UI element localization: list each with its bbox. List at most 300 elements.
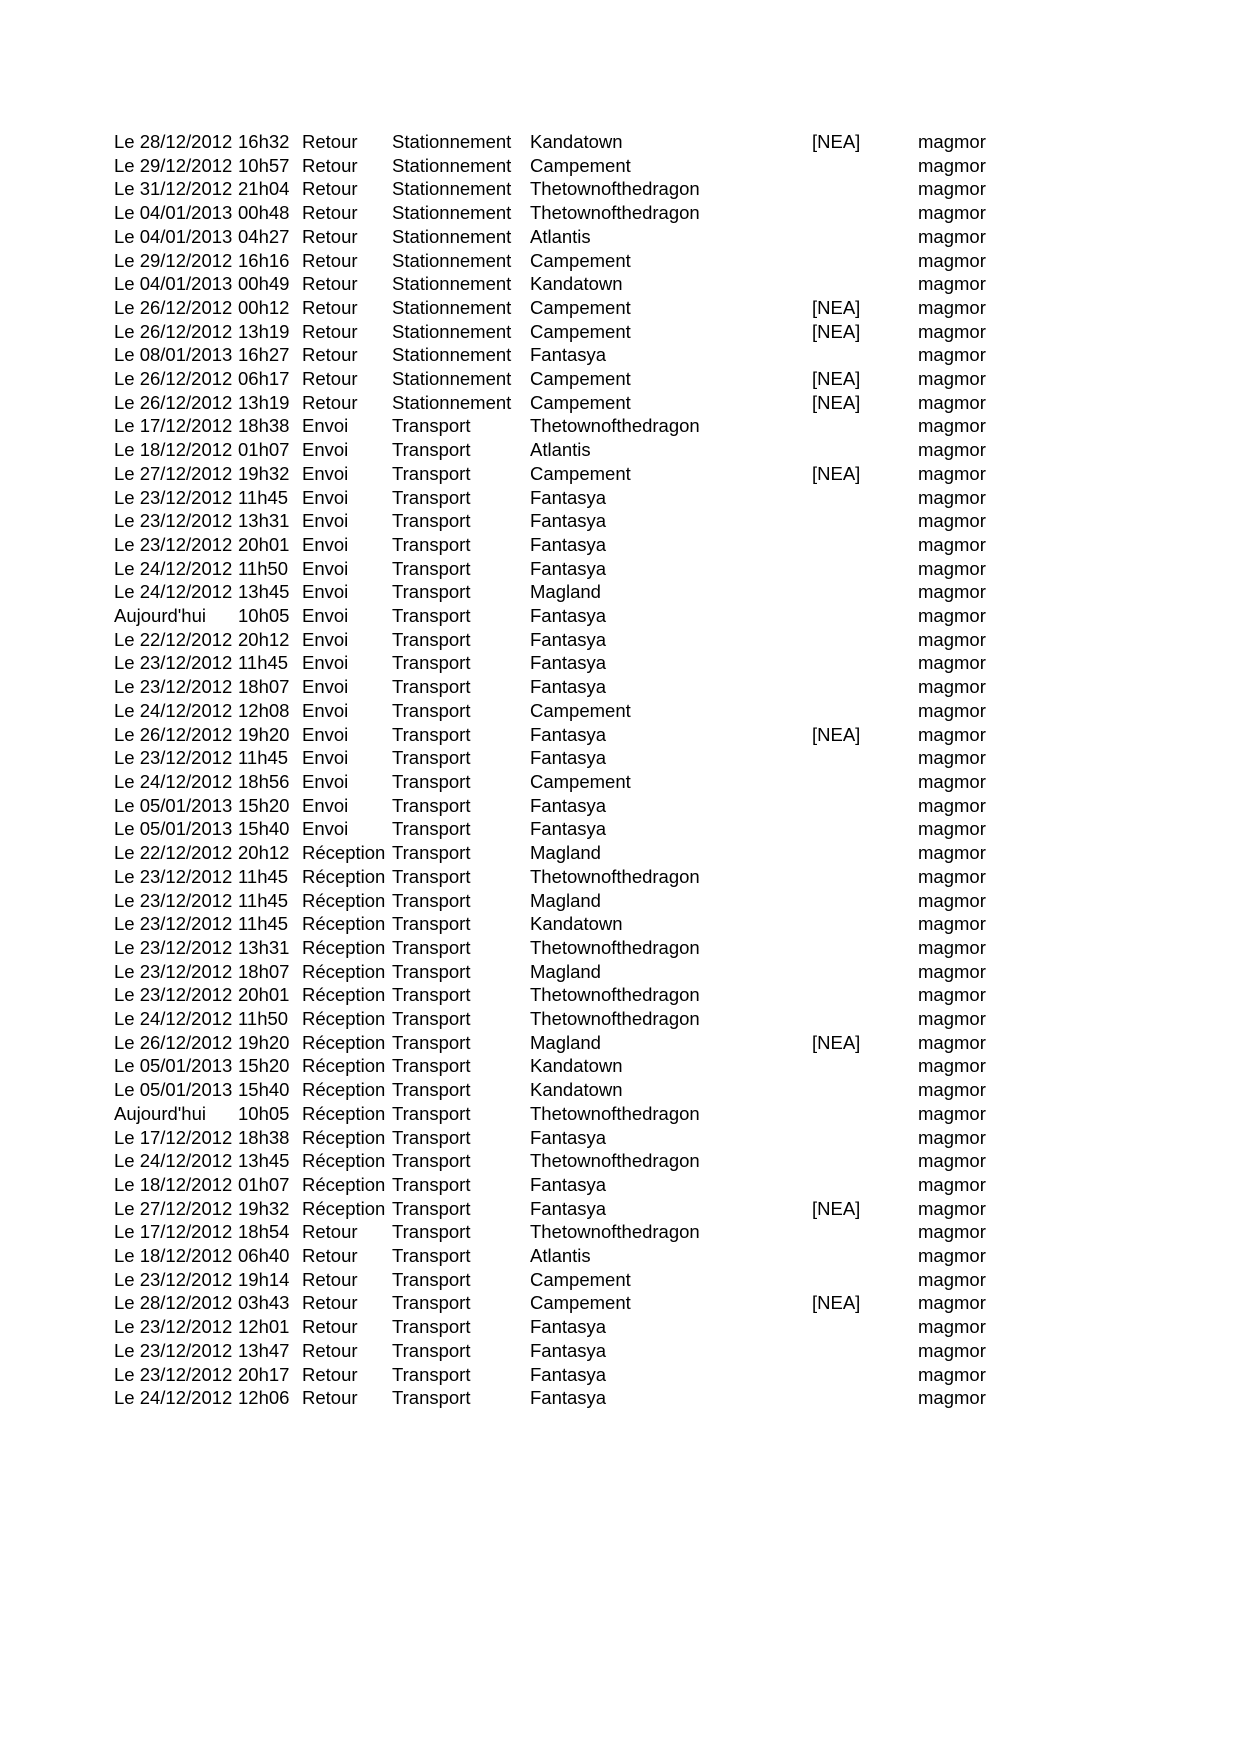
log-cell-action: Retour bbox=[302, 225, 358, 247]
log-cell-location: Kandatown bbox=[530, 1055, 623, 1077]
log-cell-location: Campement bbox=[530, 368, 631, 390]
log-cell-category: Transport bbox=[392, 699, 471, 721]
log-cell-flag bbox=[812, 533, 918, 557]
log-cell-date: Le 05/01/2013 bbox=[114, 1079, 233, 1101]
table-row bbox=[114, 320, 1018, 344]
log-cell-date: Le 23/12/2012 bbox=[114, 486, 233, 508]
log-cell-location: Magland bbox=[530, 960, 601, 982]
table-row bbox=[114, 272, 1018, 296]
log-cell-category: Transport bbox=[392, 557, 471, 579]
log-cell-time: 00h49 bbox=[238, 273, 290, 295]
log-cell-flag bbox=[812, 1102, 918, 1126]
log-cell-category: Transport bbox=[392, 1150, 471, 1172]
log-cell-date: Le 17/12/2012 bbox=[114, 1126, 233, 1148]
log-cell-category: Transport bbox=[392, 1363, 471, 1385]
log-cell-location: Magland bbox=[530, 889, 601, 911]
log-cell-time: 11h45 bbox=[238, 865, 289, 887]
log-cell-flag bbox=[812, 1339, 918, 1363]
log-cell-time: 10h05 bbox=[238, 605, 290, 627]
log-cell-category: Transport bbox=[392, 865, 471, 887]
log-cell-date: Le 23/12/2012 bbox=[114, 889, 233, 911]
log-cell-action: Réception bbox=[302, 1079, 386, 1101]
log-cell-action: Réception bbox=[302, 1102, 386, 1124]
log-cell-action: Retour bbox=[302, 1339, 358, 1361]
log-cell-flag bbox=[812, 1268, 918, 1292]
log-cell-category: Stationnement bbox=[392, 249, 512, 271]
table-row bbox=[114, 983, 1018, 1007]
log-cell-user: magmor bbox=[918, 368, 986, 390]
log-cell-location: Fantasya bbox=[530, 1339, 607, 1361]
log-cell-category: Transport bbox=[392, 533, 471, 555]
log-cell-category: Transport bbox=[392, 1292, 471, 1314]
log-cell-flag bbox=[812, 699, 918, 723]
log-cell-time: 11h45 bbox=[238, 652, 289, 674]
log-cell-category: Stationnement bbox=[392, 154, 512, 176]
table-row bbox=[114, 1054, 1018, 1078]
log-cell-action: Retour bbox=[302, 296, 358, 318]
log-cell-user: magmor bbox=[918, 1197, 986, 1219]
log-cell-category: Transport bbox=[392, 676, 471, 698]
log-cell-location: Campement bbox=[530, 296, 631, 318]
log-cell-action: Réception bbox=[302, 889, 386, 911]
log-cell-user: magmor bbox=[918, 794, 986, 816]
log-cell-location: Fantasya bbox=[530, 510, 607, 532]
table-row bbox=[114, 651, 1018, 675]
log-cell-flag bbox=[812, 1363, 918, 1387]
table-row bbox=[114, 865, 1018, 889]
log-cell-time: 18h38 bbox=[238, 415, 290, 437]
log-cell-location: Campement bbox=[530, 249, 631, 271]
table-row bbox=[114, 154, 1018, 178]
log-cell-user: magmor bbox=[918, 1339, 986, 1361]
log-cell-date: Le 24/12/2012 bbox=[114, 581, 233, 603]
table-row bbox=[114, 1291, 1018, 1315]
log-cell-flag bbox=[812, 912, 918, 936]
log-cell-time: 20h12 bbox=[238, 628, 290, 650]
log-cell-user: magmor bbox=[918, 605, 986, 627]
activity-log-table bbox=[114, 130, 1018, 1410]
log-cell-user: magmor bbox=[918, 842, 986, 864]
log-cell-location: Fantasya bbox=[530, 818, 607, 840]
log-cell-action: Réception bbox=[302, 1126, 386, 1148]
log-cell-action: Retour bbox=[302, 1245, 358, 1267]
log-cell-location: Campement bbox=[530, 1292, 631, 1314]
log-cell-user: magmor bbox=[918, 131, 986, 152]
log-cell-location: Fantasya bbox=[530, 676, 607, 698]
log-cell-location: Campement bbox=[530, 154, 631, 176]
log-cell-category: Transport bbox=[392, 889, 471, 911]
log-cell-location: Fantasya bbox=[530, 1363, 607, 1385]
log-cell-user: magmor bbox=[918, 273, 986, 295]
log-cell-category: Transport bbox=[392, 1008, 471, 1030]
log-cell-flag bbox=[812, 770, 918, 794]
log-cell-user: magmor bbox=[918, 581, 986, 603]
log-cell-flag bbox=[812, 817, 918, 841]
log-cell-time: 15h40 bbox=[238, 818, 290, 840]
log-cell-user: magmor bbox=[918, 1221, 986, 1243]
log-cell-user: magmor bbox=[918, 1079, 986, 1101]
log-cell-flag: [NEA] bbox=[812, 1292, 861, 1314]
log-cell-category: Transport bbox=[392, 794, 471, 816]
log-cell-action: Envoi bbox=[302, 533, 349, 555]
log-cell-flag: [NEA] bbox=[812, 391, 861, 413]
log-cell-location: Kandatown bbox=[530, 913, 623, 935]
log-cell-flag: [NEA] bbox=[812, 462, 861, 484]
table-row bbox=[114, 533, 1018, 557]
log-cell-action: Envoi bbox=[302, 723, 349, 745]
table-row bbox=[114, 1363, 1018, 1387]
log-cell-date: Le 28/12/2012 bbox=[114, 1292, 233, 1314]
table-row bbox=[114, 1220, 1018, 1244]
log-cell-date: Le 24/12/2012 bbox=[114, 770, 233, 792]
table-row bbox=[114, 438, 1018, 462]
table-row bbox=[114, 841, 1018, 865]
log-cell-user: magmor bbox=[918, 415, 986, 437]
log-cell-action: Envoi bbox=[302, 747, 349, 769]
log-cell-flag bbox=[812, 154, 918, 178]
log-cell-flag bbox=[812, 249, 918, 273]
table-row bbox=[114, 580, 1018, 604]
log-cell-date: Le 08/01/2013 bbox=[114, 344, 233, 366]
log-cell-user: magmor bbox=[918, 1173, 986, 1195]
log-cell-date: Le 24/12/2012 bbox=[114, 1150, 233, 1172]
log-cell-flag: [NEA] bbox=[812, 131, 861, 152]
log-cell-action: Réception bbox=[302, 1031, 386, 1053]
log-cell-user: magmor bbox=[918, 770, 986, 792]
log-cell-action: Envoi bbox=[302, 486, 349, 508]
table-row bbox=[114, 201, 1018, 225]
log-cell-date: Aujourd'hui bbox=[114, 1102, 206, 1124]
log-cell-flag bbox=[812, 414, 918, 438]
log-cell-date: Le 24/12/2012 bbox=[114, 557, 233, 579]
log-cell-category: Transport bbox=[392, 652, 471, 674]
log-cell-date: Le 17/12/2012 bbox=[114, 1221, 233, 1243]
log-cell-category: Transport bbox=[392, 842, 471, 864]
table-row bbox=[114, 1339, 1018, 1363]
table-row bbox=[114, 1078, 1018, 1102]
log-cell-flag bbox=[812, 486, 918, 510]
log-cell-time: 19h14 bbox=[238, 1268, 290, 1290]
log-cell-category: Transport bbox=[392, 1245, 471, 1267]
log-cell-time: 11h45 bbox=[238, 747, 289, 769]
log-cell-location: Atlantis bbox=[530, 1245, 591, 1267]
log-cell-action: Envoi bbox=[302, 818, 349, 840]
log-cell-time: 15h40 bbox=[238, 1079, 290, 1101]
log-cell-time: 13h45 bbox=[238, 1150, 290, 1172]
log-cell-category: Transport bbox=[392, 1316, 471, 1338]
log-cell-flag: [NEA] bbox=[812, 368, 861, 390]
log-cell-date: Le 26/12/2012 bbox=[114, 296, 233, 318]
log-cell-date: Le 05/01/2013 bbox=[114, 794, 233, 816]
log-cell-location: Campement bbox=[530, 462, 631, 484]
log-cell-location: Thetownofthedragon bbox=[530, 1221, 700, 1243]
log-cell-date: Le 27/12/2012 bbox=[114, 1197, 233, 1219]
log-cell-location: Magland bbox=[530, 581, 601, 603]
log-cell-action: Réception bbox=[302, 936, 386, 958]
log-cell-action: Envoi bbox=[302, 699, 349, 721]
log-cell-time: 01h07 bbox=[238, 439, 290, 461]
log-cell-category: Transport bbox=[392, 1031, 471, 1053]
log-cell-action: Retour bbox=[302, 1221, 358, 1243]
table-row bbox=[114, 1149, 1018, 1173]
log-cell-flag bbox=[812, 509, 918, 533]
log-cell-date: Le 23/12/2012 bbox=[114, 1339, 233, 1361]
log-cell-time: 11h50 bbox=[238, 1008, 289, 1030]
log-cell-user: magmor bbox=[918, 533, 986, 555]
log-cell-category: Stationnement bbox=[392, 391, 512, 413]
log-cell-location: Thetownofthedragon bbox=[530, 1102, 700, 1124]
log-cell-action: Retour bbox=[302, 1268, 358, 1290]
log-cell-flag bbox=[812, 651, 918, 675]
log-cell-flag bbox=[812, 983, 918, 1007]
log-cell-flag bbox=[812, 1173, 918, 1197]
log-cell-category: Transport bbox=[392, 936, 471, 958]
log-cell-date: Le 26/12/2012 bbox=[114, 391, 233, 413]
log-cell-time: 16h16 bbox=[238, 249, 290, 271]
log-cell-location: Magland bbox=[530, 842, 601, 864]
log-cell-user: magmor bbox=[918, 960, 986, 982]
log-cell-location: Thetownofthedragon bbox=[530, 415, 700, 437]
log-cell-flag bbox=[812, 936, 918, 960]
log-cell-flag bbox=[812, 1007, 918, 1031]
log-cell-category: Transport bbox=[392, 984, 471, 1006]
log-cell-category: Transport bbox=[392, 462, 471, 484]
log-cell-user: magmor bbox=[918, 1102, 986, 1124]
log-cell-user: magmor bbox=[918, 984, 986, 1006]
table-row bbox=[114, 770, 1018, 794]
log-cell-user: magmor bbox=[918, 913, 986, 935]
log-cell-date: Le 26/12/2012 bbox=[114, 368, 233, 390]
log-cell-time: 00h12 bbox=[238, 296, 290, 318]
table-row bbox=[114, 889, 1018, 913]
log-cell-action: Réception bbox=[302, 1008, 386, 1030]
log-cell-time: 01h07 bbox=[238, 1173, 290, 1195]
log-cell-user: magmor bbox=[918, 1292, 986, 1314]
table-row bbox=[114, 1197, 1018, 1221]
table-row bbox=[114, 1386, 1018, 1410]
log-cell-time: 13h47 bbox=[238, 1339, 290, 1361]
log-cell-location: Fantasya bbox=[530, 1197, 607, 1219]
log-cell-date: Le 23/12/2012 bbox=[114, 865, 233, 887]
log-cell-user: magmor bbox=[918, 249, 986, 271]
log-cell-location: Campement bbox=[530, 391, 631, 413]
table-row bbox=[114, 1244, 1018, 1268]
log-cell-time: 19h20 bbox=[238, 723, 290, 745]
log-cell-time: 20h01 bbox=[238, 533, 290, 555]
log-cell-flag bbox=[812, 889, 918, 913]
log-cell-category: Transport bbox=[392, 415, 471, 437]
log-cell-date: Le 26/12/2012 bbox=[114, 723, 233, 745]
log-cell-user: magmor bbox=[918, 1008, 986, 1030]
log-cell-date: Le 23/12/2012 bbox=[114, 510, 233, 532]
log-cell-flag bbox=[812, 1149, 918, 1173]
log-cell-action: Réception bbox=[302, 984, 386, 1006]
log-cell-location: Fantasya bbox=[530, 605, 607, 627]
log-cell-date: Le 04/01/2013 bbox=[114, 225, 233, 247]
log-cell-location: Campement bbox=[530, 320, 631, 342]
table-row bbox=[114, 367, 1018, 391]
log-cell-action: Envoi bbox=[302, 605, 349, 627]
log-cell-date: Le 04/01/2013 bbox=[114, 273, 233, 295]
log-cell-date: Le 23/12/2012 bbox=[114, 533, 233, 555]
table-row bbox=[114, 391, 1018, 415]
table-row bbox=[114, 912, 1018, 936]
log-cell-user: magmor bbox=[918, 178, 986, 200]
log-cell-location: Fantasya bbox=[530, 1316, 607, 1338]
log-cell-date: Le 29/12/2012 bbox=[114, 154, 233, 176]
log-cell-user: magmor bbox=[918, 296, 986, 318]
log-cell-date: Le 23/12/2012 bbox=[114, 1316, 233, 1338]
log-cell-time: 13h19 bbox=[238, 320, 290, 342]
log-cell-flag bbox=[812, 1244, 918, 1268]
log-cell-flag bbox=[812, 1315, 918, 1339]
table-row bbox=[114, 1173, 1018, 1197]
log-cell-user: magmor bbox=[918, 628, 986, 650]
log-cell-flag: [NEA] bbox=[812, 1031, 861, 1053]
log-cell-action: Réception bbox=[302, 865, 386, 887]
log-cell-location: Fantasya bbox=[530, 1387, 607, 1409]
log-cell-user: magmor bbox=[918, 486, 986, 508]
log-cell-category: Stationnement bbox=[392, 273, 512, 295]
log-cell-date: Le 23/12/2012 bbox=[114, 1363, 233, 1385]
table-row bbox=[114, 675, 1018, 699]
log-cell-flag bbox=[812, 272, 918, 296]
log-cell-category: Stationnement bbox=[392, 202, 512, 224]
log-cell-action: Envoi bbox=[302, 581, 349, 603]
log-cell-action: Réception bbox=[302, 913, 386, 935]
log-cell-user: magmor bbox=[918, 391, 986, 413]
log-cell-user: magmor bbox=[918, 818, 986, 840]
log-cell-time: 13h19 bbox=[238, 391, 290, 413]
log-cell-user: magmor bbox=[918, 1055, 986, 1077]
log-cell-action: Réception bbox=[302, 1197, 386, 1219]
table-row bbox=[114, 130, 1018, 154]
log-cell-flag: [NEA] bbox=[812, 1197, 861, 1219]
log-cell-action: Retour bbox=[302, 391, 358, 413]
log-cell-action: Envoi bbox=[302, 557, 349, 579]
log-cell-user: magmor bbox=[918, 652, 986, 674]
log-cell-time: 18h07 bbox=[238, 960, 290, 982]
log-cell-time: 16h32 bbox=[238, 131, 290, 152]
log-cell-action: Retour bbox=[302, 178, 358, 200]
log-cell-user: magmor bbox=[918, 699, 986, 721]
log-cell-date: Aujourd'hui bbox=[114, 605, 206, 627]
log-cell-category: Stationnement bbox=[392, 368, 512, 390]
table-row bbox=[114, 1031, 1018, 1055]
log-cell-flag bbox=[812, 1220, 918, 1244]
log-cell-category: Transport bbox=[392, 913, 471, 935]
table-row bbox=[114, 794, 1018, 818]
log-cell-user: magmor bbox=[918, 320, 986, 342]
table-row bbox=[114, 1007, 1018, 1031]
log-cell-action: Retour bbox=[302, 1316, 358, 1338]
log-cell-date: Le 27/12/2012 bbox=[114, 462, 233, 484]
log-cell-action: Envoi bbox=[302, 652, 349, 674]
log-cell-time: 13h31 bbox=[238, 510, 290, 532]
log-cell-category: Stationnement bbox=[392, 296, 512, 318]
log-cell-location: Thetownofthedragon bbox=[530, 1150, 700, 1172]
log-cell-action: Retour bbox=[302, 273, 358, 295]
log-cell-action: Réception bbox=[302, 1150, 386, 1172]
log-cell-user: magmor bbox=[918, 462, 986, 484]
log-cell-flag bbox=[812, 1126, 918, 1150]
log-cell-date: Le 31/12/2012 bbox=[114, 178, 233, 200]
log-cell-flag bbox=[812, 580, 918, 604]
log-cell-date: Le 18/12/2012 bbox=[114, 1245, 233, 1267]
log-cell-location: Thetownofthedragon bbox=[530, 178, 700, 200]
log-cell-category: Transport bbox=[392, 1102, 471, 1124]
log-cell-flag bbox=[812, 960, 918, 984]
log-cell-category: Transport bbox=[392, 1221, 471, 1243]
log-cell-action: Retour bbox=[302, 320, 358, 342]
log-cell-action: Retour bbox=[302, 154, 358, 176]
log-cell-category: Transport bbox=[392, 747, 471, 769]
log-cell-date: Le 23/12/2012 bbox=[114, 652, 233, 674]
log-cell-time: 20h01 bbox=[238, 984, 290, 1006]
log-cell-user: magmor bbox=[918, 889, 986, 911]
log-cell-time: 12h06 bbox=[238, 1387, 290, 1409]
log-cell-location: Campement bbox=[530, 1268, 631, 1290]
log-cell-flag bbox=[812, 1054, 918, 1078]
table-row bbox=[114, 486, 1018, 510]
log-cell-user: magmor bbox=[918, 557, 986, 579]
log-cell-time: 10h05 bbox=[238, 1102, 290, 1124]
log-cell-date: Le 28/12/2012 bbox=[114, 131, 233, 152]
log-cell-category: Transport bbox=[392, 960, 471, 982]
log-cell-time: 19h20 bbox=[238, 1031, 290, 1053]
table-row bbox=[114, 414, 1018, 438]
log-cell-category: Stationnement bbox=[392, 178, 512, 200]
log-cell-time: 10h57 bbox=[238, 154, 290, 176]
log-cell-location: Fantasya bbox=[530, 628, 607, 650]
log-cell-date: Le 24/12/2012 bbox=[114, 1008, 233, 1030]
log-cell-action: Retour bbox=[302, 1387, 358, 1409]
log-cell-time: 12h08 bbox=[238, 699, 290, 721]
log-cell-time: 19h32 bbox=[238, 462, 290, 484]
table-row bbox=[114, 817, 1018, 841]
table-row bbox=[114, 1315, 1018, 1339]
log-cell-flag bbox=[812, 438, 918, 462]
log-cell-location: Fantasya bbox=[530, 723, 607, 745]
log-cell-time: 11h45 bbox=[238, 913, 289, 935]
table-row bbox=[114, 343, 1018, 367]
log-cell-time: 18h56 bbox=[238, 770, 290, 792]
log-cell-time: 13h45 bbox=[238, 581, 290, 603]
log-cell-flag bbox=[812, 628, 918, 652]
log-cell-date: Le 26/12/2012 bbox=[114, 320, 233, 342]
log-cell-location: Kandatown bbox=[530, 273, 623, 295]
log-cell-date: Le 05/01/2013 bbox=[114, 818, 233, 840]
table-row bbox=[114, 225, 1018, 249]
log-cell-location: Magland bbox=[530, 1031, 601, 1053]
log-cell-user: magmor bbox=[918, 439, 986, 461]
log-cell-time: 04h27 bbox=[238, 225, 290, 247]
log-cell-category: Transport bbox=[392, 723, 471, 745]
log-cell-category: Transport bbox=[392, 1387, 471, 1409]
log-cell-date: Le 23/12/2012 bbox=[114, 1268, 233, 1290]
log-cell-location: Atlantis bbox=[530, 439, 591, 461]
log-cell-time: 06h17 bbox=[238, 368, 290, 390]
table-row bbox=[114, 1102, 1018, 1126]
log-cell-date: Le 24/12/2012 bbox=[114, 699, 233, 721]
log-cell-user: magmor bbox=[918, 1245, 986, 1267]
log-cell-category: Stationnement bbox=[392, 344, 512, 366]
log-cell-date: Le 23/12/2012 bbox=[114, 936, 233, 958]
log-cell-user: magmor bbox=[918, 1031, 986, 1053]
log-cell-date: Le 23/12/2012 bbox=[114, 960, 233, 982]
log-cell-time: 11h45 bbox=[238, 486, 289, 508]
table-row bbox=[114, 699, 1018, 723]
